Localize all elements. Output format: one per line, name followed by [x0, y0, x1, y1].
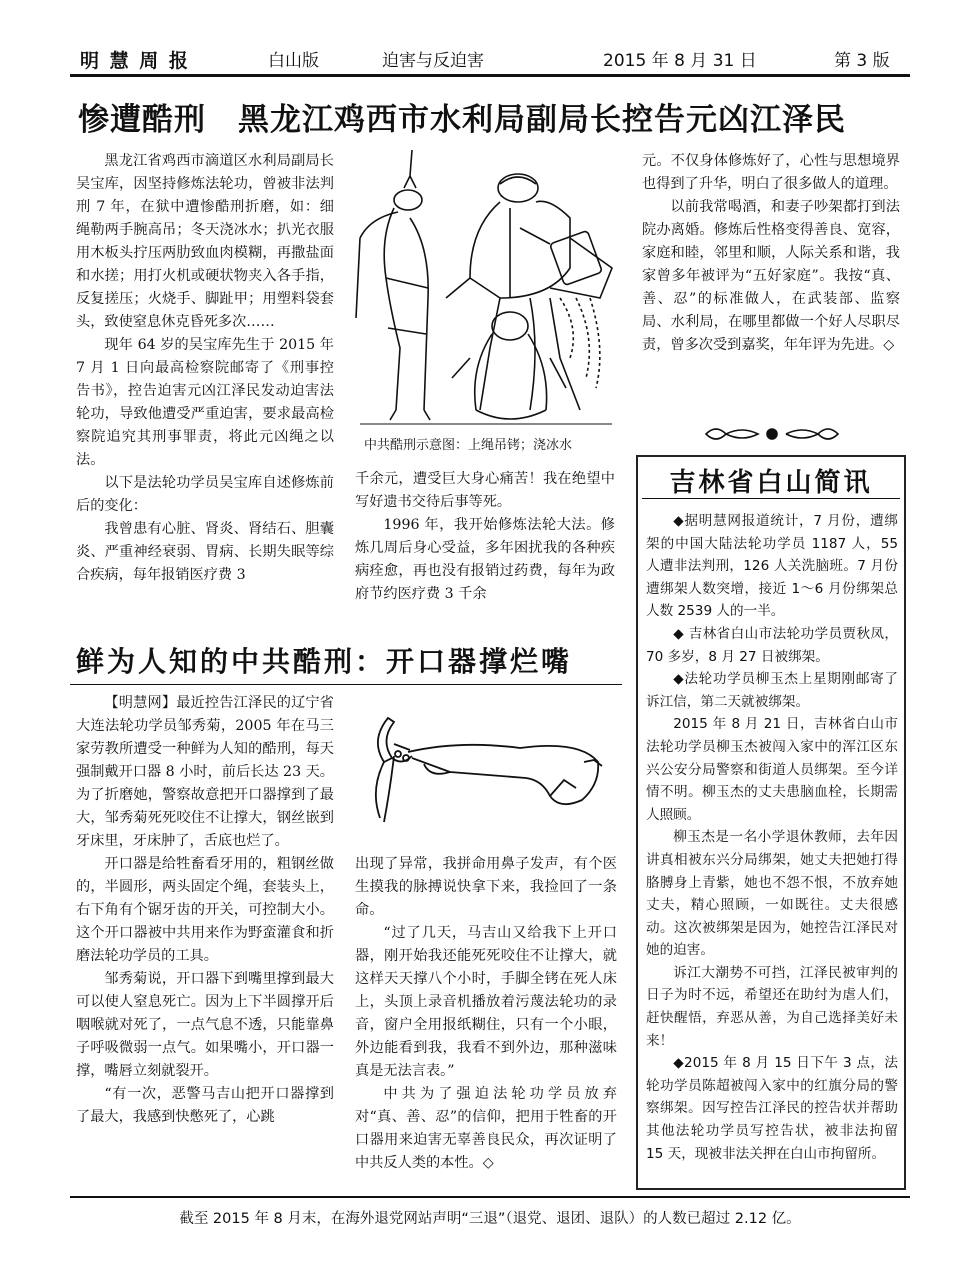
article1-column-2: [355, 468, 615, 606]
page-number: 第 3 版: [834, 51, 890, 71]
issue-date: 2015 年 8 月 31 日: [603, 51, 757, 71]
article2-column-1: [76, 692, 334, 1129]
article2-title: 鲜为人知的中共酷刑：开口器撑烂嘴: [76, 645, 573, 678]
paragraph: “有一次，恶警马吉山把开口器撑到了最大，我感到快憋死了，心跳: [76, 1086, 334, 1125]
paragraph: 黑龙江省鸡西市滴道区水利局副局长吴宝库，因坚持修炼法轮功，曾被非法判刑 7 年，在狱中遭惨酷刑折磨，如：细绳勒两手腕高吊；冬天浇冰水；扒光衣服用木板头拧压两肋致血肉模糊，再撒盐面和水搓；用打火机或硬状物夹入各手指，反复搓压；火烧手、脚趾甲；用塑料袋套头，致使窒息休克昏死多次……: [76, 153, 334, 330]
paragraph: 【明慧网】最近控告江泽民的辽宁省大连法轮功学员邹秀菊，2005 年在马三家劳教所遭受一种鲜为人知的酷刑，每天强制戴开口器 8 小时，前后长达 23 天。为了折磨她，警察故意把开口器撑到了最大，邹秀菊死死咬住不让撑大，钢丝嵌到牙床里，牙床肿了，舌底也烂了。: [76, 695, 334, 849]
torture-illustration: [350, 148, 622, 430]
article1-title: 惨遭酷刑 黑龙江鸡西市水利局副局长控告元凶江泽民: [78, 102, 846, 138]
masthead-rule: [70, 74, 910, 77]
sidebar-title-rule: [642, 498, 900, 499]
section-label: 迫害与反迫害: [382, 51, 484, 71]
paper-name: 明 慧 周 报: [80, 50, 190, 72]
paragraph: 1996 年，我开始修炼法轮大法。修炼几周后身心受益，多年困扰我的各种疾病痊愈，再也没有报销过药费，每年为政府节约医疗费 3 千余: [355, 517, 615, 602]
news-item: ◆2015 年 8 月 15 日下午 3 点，法轮功学员陈超被闯入家中的红旗分局的警察绑架。因写控告江泽民的控告状并帮助其他法轮功学员写控告状，被非法拘留 15 天，现被非法关押在白山市拘留所。: [646, 1055, 898, 1162]
sidebar-title: 吉林省白山简讯: [669, 468, 873, 498]
article2-column-2: [355, 853, 617, 1175]
news-item: 柳玉杰是一名小学退休教师，去年因讲真相被东兴分局绑架，她丈夫把她打得胳膊身上青紫，她也不怨不恨，不放弃她丈夫，精心照顾，一如既往。丈夫很感动。这次被绑架是因为，她控告江泽民对她的迫害。: [646, 829, 898, 959]
paragraph: 以前我常喝酒，和妻子吵架都打到法院办离婚。修炼后性格变得善良、宽容，家庭和睦，邻里和顺，人际关系和谐，我家曾多年被评为“五好家庭”。我按“真、善、忍”的标准做人，在武装部、监察局、水利局，在哪里都做一个好人尽职尽责，曾多次受到嘉奖，年年评为先进。◇: [642, 199, 900, 353]
paragraph: 我曾患有心脏、肾炎、肾结石、胆囊炎、严重神经衰弱、胃病、长期失眠等综合疾病，每年报销医疗费 3: [76, 521, 334, 583]
paragraph: 千余元，遭受巨大身心痛苦！我在绝望中写好遗书交待后事等死。: [355, 471, 615, 510]
sidebar-content: [646, 510, 898, 1165]
mouth-gag-illustration: [350, 700, 620, 840]
paragraph: 现年 64 岁的吴宝库先生于 2015 年 7 月 1 日向最高检察院邮寄了《刑事控告书》，控告迫害元凶江泽民发动迫害法轮功，导致他遭受严重迫害，要求最高检察院追究其刑事罪责，将此元凶绳之以法。: [76, 337, 334, 468]
article1-column-1: [76, 150, 334, 587]
ornament-divider: [702, 424, 842, 444]
news-item: ◆法轮功学员柳玉杰上星期刚邮寄了诉江信，第二天就被绑架。: [646, 671, 898, 710]
edition-label: 白山版: [268, 51, 319, 71]
footer-note: 截至 2015 年 8 月末，在海外退党网站声明“三退”（退党、退团、退队）的人数已超过 2.12 亿。: [179, 1211, 801, 1227]
news-item: 诉江大潮势不可挡，江泽民被审判的日子为时不远，希望还在助纣为虐人们，赶快醒悟，弃恶从善，为自己选择美好未来！: [646, 964, 898, 1049]
paragraph: 中共为了强迫法轮功学员放弃对“真、善、忍”的信仰，把用于牲畜的开口器用来迫害无辜善良民众，再次证明了中共反人类的本性。◇: [355, 1086, 617, 1171]
article1-column-3: [642, 150, 900, 357]
paragraph: 以下是法轮功学员吴宝库自述修炼前后的变化：: [76, 475, 334, 514]
masthead: [70, 38, 910, 72]
footer-rule: [70, 1196, 910, 1198]
news-item: ◆ 吉林省白山市法轮功学员贾秋凤，70 多岁，8 月 27 日被绑架。: [646, 625, 898, 665]
paragraph: “过了几天，马吉山又给我下上开口器，刚开始我还能死死咬住不让撑大，就这样天天撑八个小时，手脚全铐在死人床上，头顶上录音机播放着污蔑法轮功的录音，窗户全用报纸糊住，只有一个小眼，外边能看到我，我看不到外边，那种滋味真是无法言表。”: [355, 925, 617, 1079]
news-item: ◆据明慧网报道统计，7 月份，遭绑架的中国大陆法轮功学员 1187 人，55 人遭非法判刑，126 人关洗脑班。7 月份遭绑架人数突增，接近 1～6 月份绑架总人数 2539 人的一半。: [646, 513, 898, 620]
paragraph: 出现了异常，我拼命用鼻子发声，有个医生摸我的脉搏说快拿下来，我捡回了一条命。: [355, 856, 617, 918]
article2-rule: [70, 684, 622, 685]
illustration-caption: 中共酷刑示意图：上绳吊铐；浇冰水: [364, 438, 573, 453]
news-item: 2015 年 8 月 21 日，吉林省白山市法轮功学员柳玉杰被闯入家中的浑江区东兴公安分局警察和街道人员绑架。至今详情不明。柳玉杰的丈夫患脑血栓，长期需人照顾。: [646, 716, 898, 823]
paragraph: 元。不仅身体修炼好了，心性与思想境界也得到了升华，明白了很多做人的道理。: [642, 153, 900, 192]
paragraph: 开口器是给牲畜看牙用的，粗钢丝做的，半圆形，两头固定个绳，套装头上，右下角有个锯牙齿的开关，可控制大小。这个开口器被中共用来作为野蛮灌食和折磨法轮功学员的工具。: [76, 856, 334, 964]
paragraph: 邹秀菊说，开口器下到嘴里撑到最大可以使人窒息死亡。因为上下半圆撑开后咽喉就对死了，一点气息不透，只能靠鼻子呼吸微弱一点气。如果嘴小，开口器一撑，嘴唇立刻就裂开。: [76, 971, 334, 1079]
